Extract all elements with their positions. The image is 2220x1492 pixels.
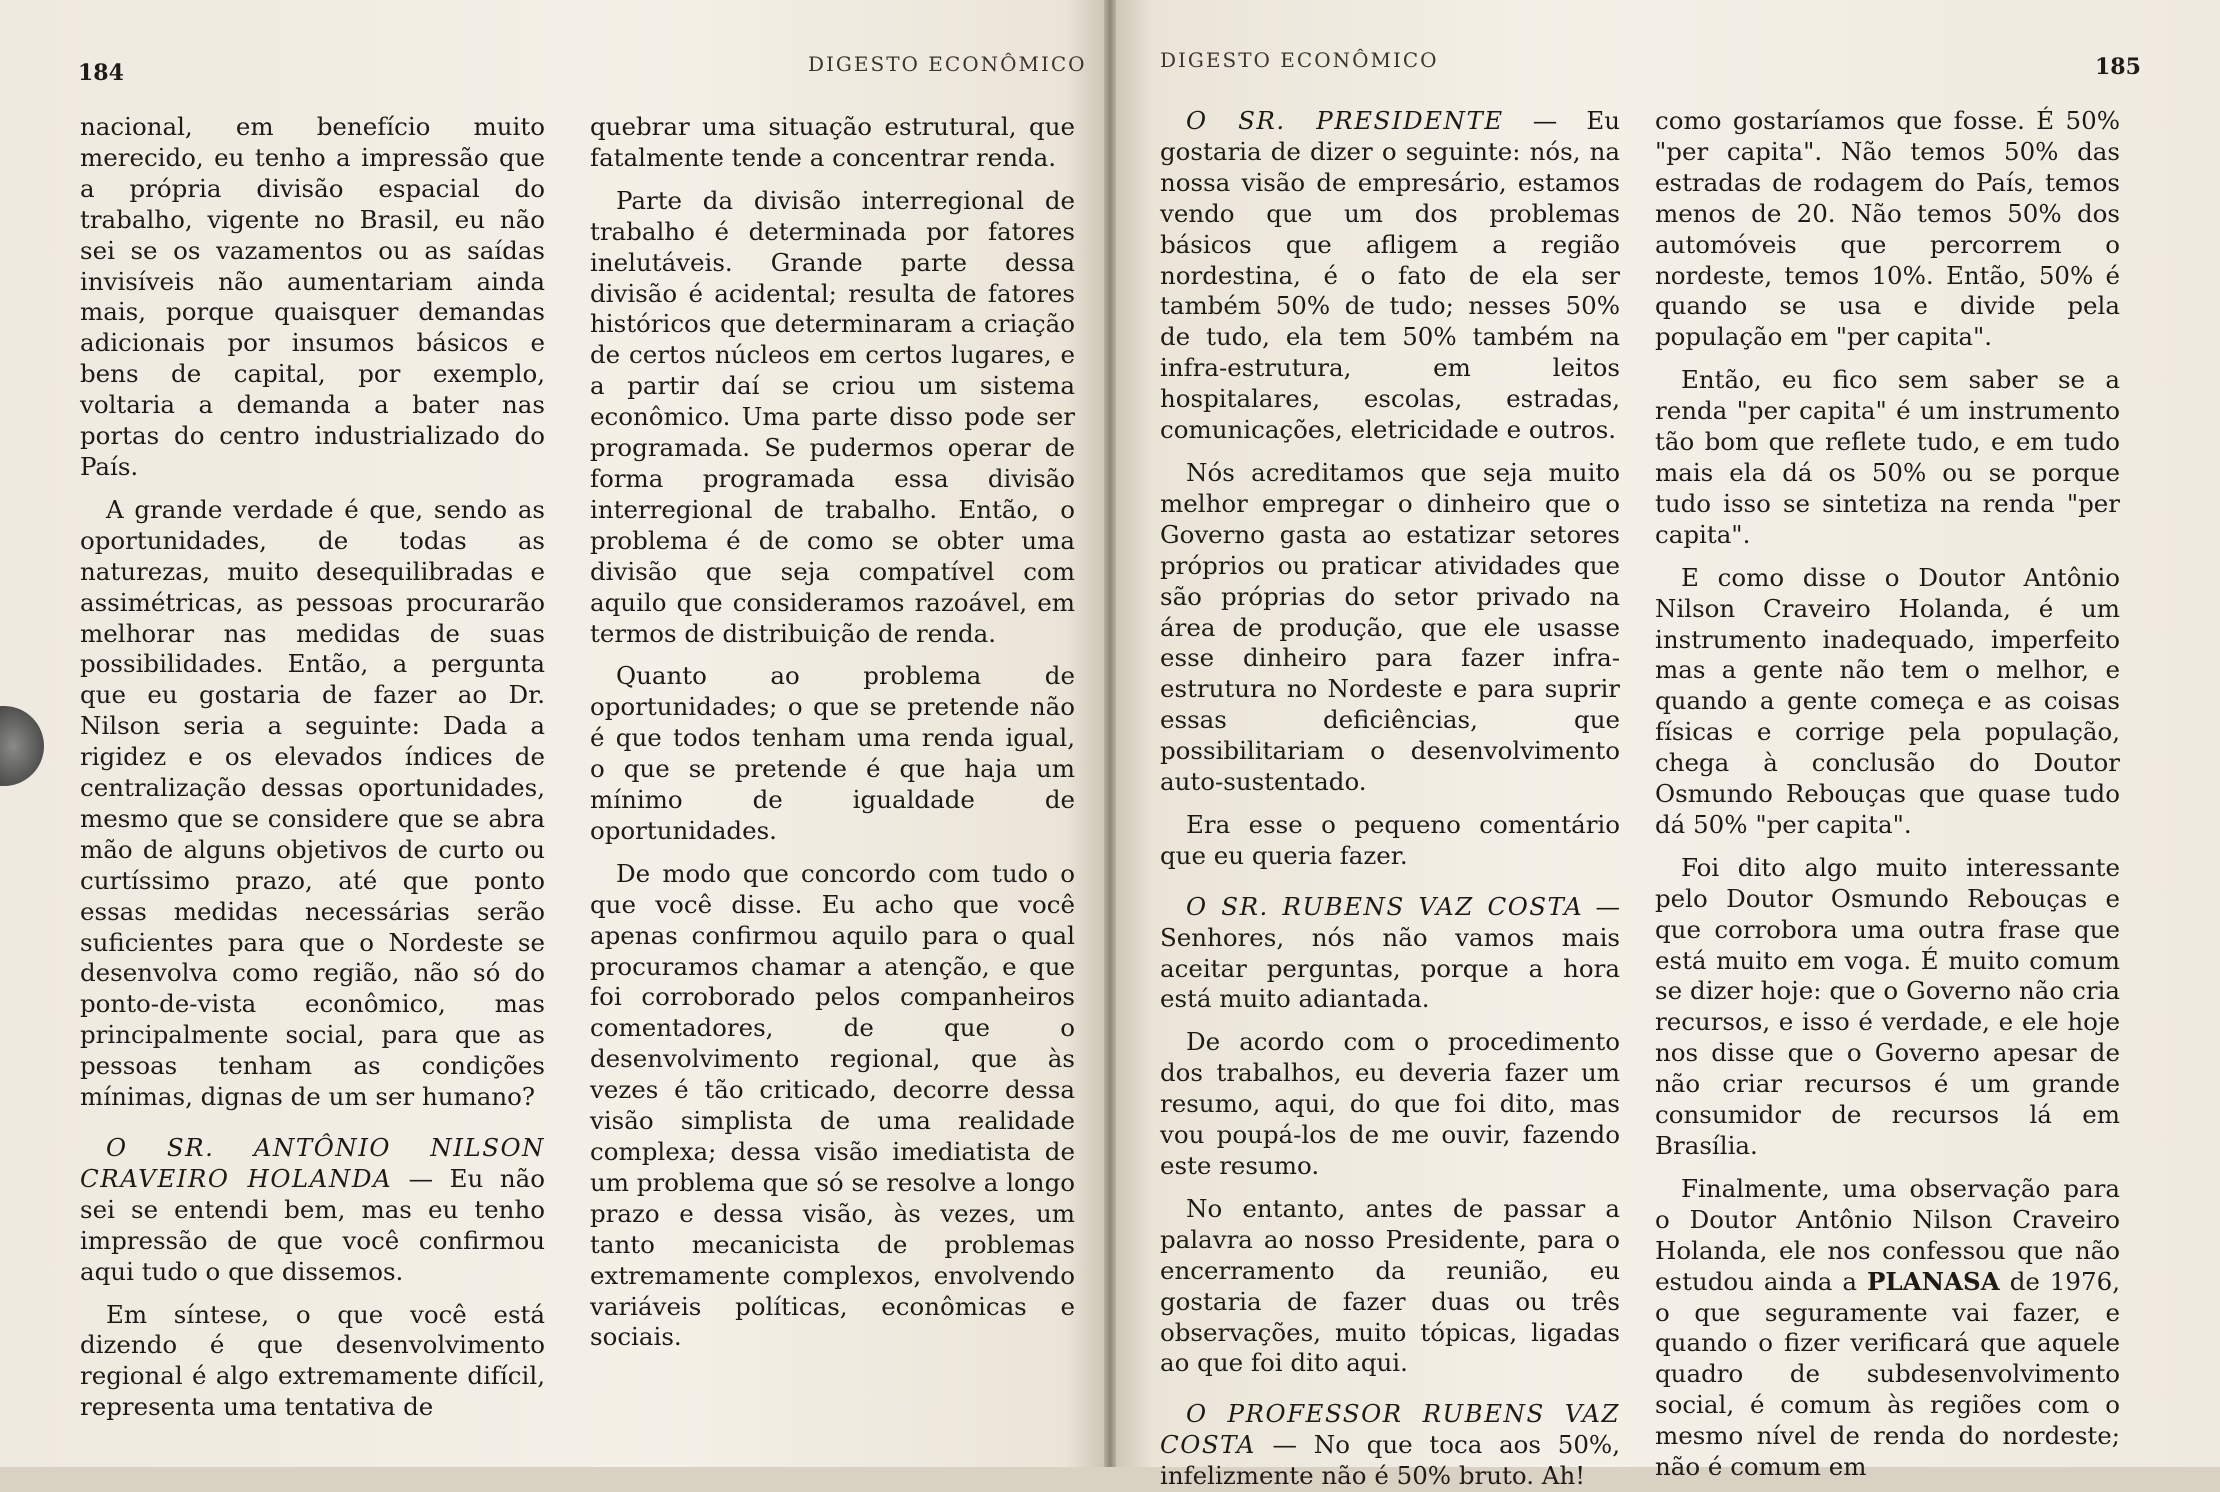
speaker-paragraph [80, 1133, 545, 1288]
left-column-1 [80, 112, 545, 1423]
speech-text: — Senhores, nós não vamos mais aceitar perguntas, porque a hora está muito adiantada. [1160, 891, 1620, 1014]
paragraph: quebrar uma situação estrutural, que fatalmente tende a concentrar renda. [590, 112, 1075, 172]
speech-text: — Eu não sei se entendi bem, mas eu tenho impressão de que você confirmou aqui tudo o que dissemos. [80, 1163, 545, 1286]
speaker-name: O PROFESSOR RUBENS VAZ COSTA [1160, 1399, 1620, 1460]
left-column-2 [590, 112, 1075, 1353]
paragraph: Parte da divisão interregional de trabalho é determinada por fatores inelutáveis. Grande parte dessa divisão é acidental; resulta de fatores históricos que determinaram a criação de certos núcleos em certos lugares, e a partir daí se criou um sistema econômico. Uma parte disso pode ser programada. Se pudermos operar de forma programada essa divisão interregional de trabalho. Então, o problema é de como se obter uma divisão que seja compatível com aquilo que consideramos razoável, em termos de distribuição de renda. [590, 185, 1075, 648]
page-number-right: 185 [2095, 54, 2141, 80]
speaker-name: O SR. ANTÔNIO NILSON CRAVEIRO HOLANDA [80, 1133, 545, 1193]
speaker-paragraph [1160, 1399, 1620, 1492]
right-column-2 [1655, 106, 2120, 1483]
speech-text: — Eu gostaria de dizer o seguinte: nós, na nossa visão de empresário, estamos vendo que um dos problemas básicos que afligem a região nordestina, é o fato de ela ser também 50% de tudo; nesses 50% de tudo, ela tem 50% também na infra-estrutura, em leitos hospitalares, escolas, estradas, comunicações, eletricidade e outros. [1160, 106, 1620, 445]
running-head-left: DIGESTO ECONÔMICO [808, 52, 1087, 76]
paragraph: De acordo com o procedimento dos trabalhos, eu deveria fazer um resumo, aqui, do que foi dito, mas vou poupá-los de me ouvir, fazendo este resumo. [1160, 1027, 1620, 1180]
paragraph: Em síntese, o que você está dizendo é que desenvolvimento regional é algo extremamente difícil, representa uma tentativa de [80, 1299, 545, 1422]
paragraph: No entanto, antes de passar a palavra ao nosso Presidente, para o encerramento da reunião, eu gostaria de fazer duas ou três observações, muito tópicas, ligadas ao que foi dito aqui. [1160, 1193, 1620, 1378]
paragraph: Nós acreditamos que seja muito melhor empregar o dinheiro que o Governo gasta ao estatizar setores próprios ou praticar atividades que são próprias do setor privado na área de produção, que ele usasse esse dinheiro para fazer infra-estrutura no Nordeste e para suprir essas deficiências, que possibilitariam o desenvolvimento auto-sustentado. [1160, 457, 1620, 797]
paragraph: De modo que concordo com tudo o que você disse. Eu acho que você apenas confirmou aquilo para o qual procuramos chamar a atenção, e que foi corroborado pelos companheiros comentadores, de que o desenvolvimento regional, que às vezes é tão criticado, decorre dessa visão simplista de uma realidade complexa; dessa visão imediatista de um problema que só se resolve a longo prazo e dessa visão, às vezes, um tanto mecanicista de problemas extremamente complexos, envolvendo variáveis políticas, econômicas e sociais. [590, 858, 1075, 1352]
planasa-term: PLANASA [1866, 1266, 2000, 1296]
speaker-paragraph [1160, 892, 1620, 1016]
paragraph: Era esse o pequeno comentário que eu queria fazer. [1160, 809, 1620, 870]
speaker-name: O SR. PRESIDENTE [1186, 106, 1504, 135]
running-head-right: DIGESTO ECONÔMICO [1160, 48, 1439, 72]
left-page [0, 0, 1110, 1467]
paragraph-text: Finalmente, uma observação para o Doutor Antônio Nilson Craveiro Holanda, ele nos confessou que não estudou ainda a [1655, 1173, 2120, 1296]
paragraph: Quanto ao problema de oportunidades; o que se pretende não é que todos tenham uma renda igual, o que se pretende é que haja um mínimo de igualdade de oportunidades. [590, 661, 1075, 845]
paragraph: Foi dito algo muito interessante pelo Doutor Osmundo Rebouças e que corrobora uma outra frase que está muito em voga. É muito comum se dizer hoje: que o Governo não cria recursos, e isso é verdade, e ele hoje nos disse que o Governo apesar de não criar recursos é um grande consumidor de recursos lá em Brasília. [1655, 852, 2120, 1160]
speech-text: — No que toca aos 50%, infelizmente não é 50% bruto. Ah! [1160, 1430, 1620, 1491]
thumb-shadow [0, 706, 44, 786]
paragraph: nacional, em benefício muito merecido, eu tenho a impressão que a própria divisão espacial do trabalho, vigente no Brasil, eu não sei se os vazamentos ou as saídas invisíveis não aumentariam ainda mais, porque quaisquer demandas adicionais por insumos básicos e bens de capital, por exemplo, voltaria a demanda a bater nas portas do centro industrializado do País. [80, 112, 545, 481]
speaker-paragraph [1160, 106, 1620, 446]
book-gutter [1104, 0, 1116, 1467]
right-column-1 [1160, 106, 1620, 1492]
page-number-left: 184 [78, 60, 124, 86]
paragraph [1655, 1174, 2120, 1483]
speaker-name: O SR. RUBENS VAZ COSTA [1186, 891, 1584, 921]
paragraph: E como disse o Doutor Antônio Nilson Craveiro Holanda, é um instrumento inadequado, imperfeito mas a gente não tem o melhor, e quando a gente começa e as coisas físicas e corrige pela população, chega à conclusão do Doutor Osmundo Rebouças que quase tudo dá 50% "per capita". [1655, 562, 2120, 839]
paragraph: A grande verdade é que, sendo as oportunidades, de todas as naturezas, muito desequilibradas e assimétricas, as pessoas procurarão melhorar nas medidas de suas possibilidades. Então, a pergunta que eu gostaria de fazer ao Dr. Nilson seria a seguinte: Dada a rigidez e os elevados índices de centralização dessas oportunidades, mesmo que se considere que se abra mão de alguns objetivos de curto ou curtíssimo prazo, até que ponto essas medidas necessárias serão suficientes para que o Nordeste se desenvolva como região, não só do ponto-de-vista econômico, mas principalmente social, para que as pessoas tenham as condições mínimas, dignas de um ser humano? [80, 494, 545, 1112]
paragraph: Então, eu fico sem saber se a renda "per capita" é um instrumento tão bom que reflete tudo, e em tudo mais ela dá os 50% ou se porque tudo isso se sintetiza na renda "per capita". [1655, 365, 2120, 549]
paragraph-text-cont: de 1976, o que seguramente vai fazer, e quando o fizer verificará que aquele quadro de subdesenvolvimento social, é comum às regiões com o mesmo nível de renda do nordeste; não é comum em [1655, 1266, 2120, 1482]
right-page [1110, 0, 2220, 1491]
paragraph: como gostaríamos que fosse. É 50% "per capita". Não temos 50% das estradas de rodagem do País, temos menos de 20. Não temos 50% dos automóveis que percorrem o nordeste, temos 10%. Então, 50% é quando se usa e divide pela população em "per capita". [1655, 106, 2120, 352]
